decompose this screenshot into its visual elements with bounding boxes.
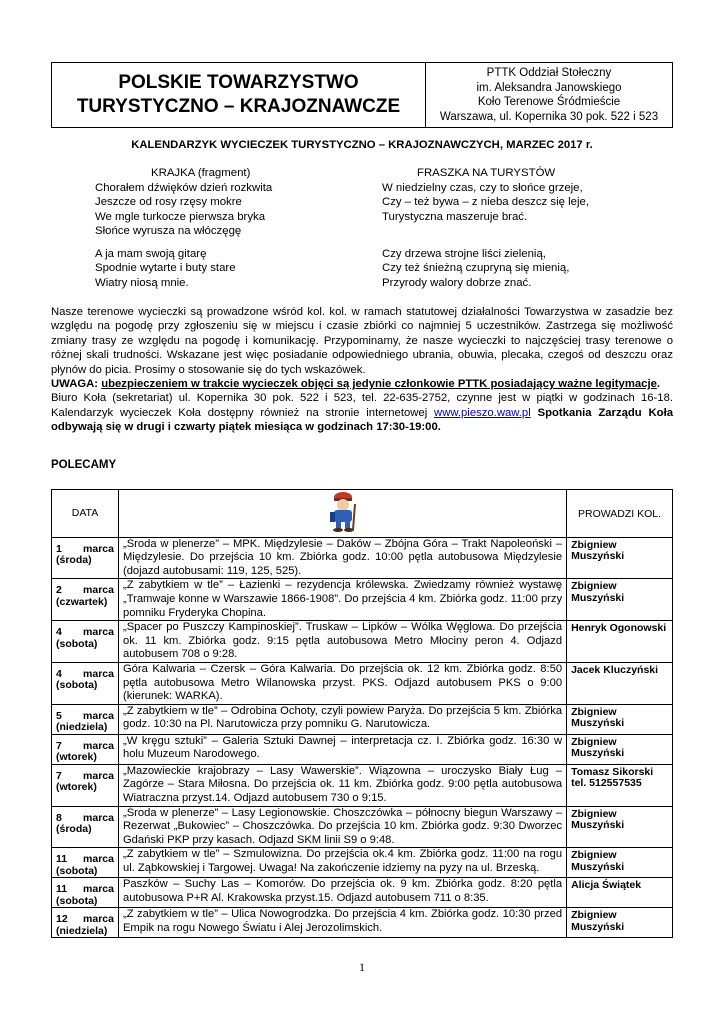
month-name: marca xyxy=(83,667,114,680)
day-number: 12 xyxy=(56,913,68,926)
weekday: (wtorek) xyxy=(56,781,97,794)
poem-line: We mgle turkocze pierwsza bryka xyxy=(95,210,266,223)
poem-left xyxy=(95,166,355,290)
trip-leader: Zbigniew Muszyński xyxy=(567,537,673,579)
branch-line: PTTK Oddział Stołeczny xyxy=(486,67,612,79)
document-title: KALENDARZYK WYCIECZEK TURYSTYCZNO – KRAJOZNAWCZYCH, MARZEC 2017 r. xyxy=(131,139,593,151)
poem-line: Chorałem dźwięków dzień rozkwita xyxy=(95,181,273,194)
day-number: 1 xyxy=(56,542,62,555)
office-text: Biuro Koła (sekretariat) ul. Kopernika 30 pok. 522 i 523, tel. 22-635-2752, czynne jest w piątki w godzinach 16-18. Kalendarzyk wycieczek Koła dostępny również na stronie internetowej xyxy=(51,392,673,419)
trip-description: „Z zabytkiem w tle” – Szmulowizna. Do przejścia ok.4 km. Zbiórka godz. 11:00 na rogu ul. Ząbkowskiej i Targowej. Uwaga! Na zakończenie idziemy na pyzy na ul. Brzeską. xyxy=(118,848,566,878)
warning-text: ubezpieczeniem w trakcie wycieczek objęci są jedynie członkowie PTTK posiadający ważne legitymacje xyxy=(101,378,657,391)
trip-description: „Środa w plenerze” – MPK. Międzylesie – Daków – Zbójna Góra – Trakt Napoleoński – Międzylesie. Do przejścia 10 km. Zbiórka godz. 10:00 pętla autobusowa Międzylesie (dojazd autobusami: 119, 125, 525). xyxy=(118,537,566,579)
table-row xyxy=(52,878,673,908)
branch-address xyxy=(426,63,672,127)
hiker-mascot-icon xyxy=(325,490,361,532)
poem-line: Jeszcze od rosy rzęsy mokre xyxy=(95,196,242,208)
day-number: 4 xyxy=(56,626,62,639)
month-name: marca xyxy=(83,709,114,722)
poem-right xyxy=(382,166,642,290)
month-name: marca xyxy=(83,769,114,782)
branch-line: Koło Terenowe Śródmieście xyxy=(477,96,621,108)
date-cell xyxy=(52,621,119,663)
month-name: marca xyxy=(83,739,114,752)
date-cell xyxy=(52,579,119,621)
poem-line: Wiatry niosą mnie. xyxy=(95,276,189,289)
trip-description: „Z zabytkiem w tle” – Odrobina Ochoty, czyli powiew Paryża. Do przejścia 5 km. Zbiórka godz. 10:30 na Pl. Narutowicza przy pomniku G. Narutowicza. xyxy=(118,704,566,734)
date-cell xyxy=(52,908,119,938)
board-meeting-text: Spotkania Zarządu Koła odbywają się w drugi i czwarty piątek miesiąca w godzinach 17:30-19:00. xyxy=(51,406,673,434)
month-name: marca xyxy=(83,542,114,555)
poem-line: Czy też śnieżną czupryną się mienią, xyxy=(382,262,570,274)
date-cell xyxy=(52,537,119,579)
trips-table xyxy=(51,489,673,938)
date-cell xyxy=(52,806,119,848)
weekday: (środa) xyxy=(56,554,92,567)
header-lead: PROWADZI KOL. xyxy=(567,490,673,538)
month-name: marca xyxy=(83,883,114,896)
weekday: (środa) xyxy=(56,823,92,835)
trip-description: Paszków – Suchy Las – Komorów. Do przejścia ok. 9 km. Zbiórka godz. 8:20 pętla autobusowa P+R Al. Krakowska przyst.15. Odjazd autobusem 711 o 8:35. xyxy=(118,878,566,908)
day-number: 8 xyxy=(56,811,62,824)
trip-description: „Z zabytkiem w tle” – Ulica Nowogrodzka. Do przejścia 4 km. Zbiórka godz. 10:30 przed Empik na rogu Nowego Światu i Alej Jerozolimskich. xyxy=(118,908,566,938)
month-name: marca xyxy=(83,853,114,866)
header-box xyxy=(51,62,673,128)
table-header-row xyxy=(52,490,673,538)
month-name: marca xyxy=(83,913,114,926)
poem-line: Spodnie wytarte i buty stare xyxy=(95,262,236,274)
trip-leader: Tomasz Sikorski tel. 512557535 xyxy=(567,764,673,806)
section-title: POLECAMY xyxy=(51,459,117,471)
poem-heading: FRASZKA NA TURYSTÓW xyxy=(417,167,556,179)
org-line-2: TURYSTYCZNO – KRAJOZNAWCZE xyxy=(76,96,401,117)
page-number: 1 xyxy=(359,960,365,974)
table-row xyxy=(52,908,673,938)
trip-leader: Zbigniew Muszyński xyxy=(567,734,673,764)
poem-line: Słońce wyrusza na włóczęgę xyxy=(95,225,242,237)
month-name: marca xyxy=(83,811,114,824)
day-number: 2 xyxy=(56,584,62,597)
weekday: (sobota) xyxy=(56,637,98,650)
trip-leader: Alicja Świątek xyxy=(567,878,673,908)
table-row xyxy=(52,537,673,579)
branch-line: Warszawa, ul. Kopernika 30 pok. 522 i 523 xyxy=(439,110,659,123)
table-row xyxy=(52,848,673,878)
office-paragraph xyxy=(51,391,673,434)
weekday: (sobota) xyxy=(56,864,98,877)
poem-line: Czy – też bywa – z nieba deszcz się leje, xyxy=(382,196,590,208)
poem-heading: KRAJKA (fragment) xyxy=(151,167,251,179)
trip-description: „Spacer po Puszczy Kampinoskiej”. Truskaw – Lipków – Wólka Węglowa. Do przejścia ok. 11 km. Zbiórka godz. 9:15 pętla autobusowa Metro Młociny peron 4. Odjazd autobusem 708 o 9:28. xyxy=(118,621,566,663)
month-name: marca xyxy=(83,626,114,639)
date-cell xyxy=(52,704,119,734)
org-line-1: POLSKIE TOWARZYSTWO xyxy=(118,72,359,93)
day-number: 7 xyxy=(56,739,62,752)
trip-description: Góra Kalwaria – Czersk – Góra Kalwaria. Do przejścia ok. 12 km. Zbiórka godz. 8:50 pętla autobusowa Metro Wilanowska przyst. PKS. Odjazd autobusem PKS o 9:00 (kierunek: WARKA). xyxy=(118,662,566,704)
website-link[interactable]: www.pieszo.waw.pl xyxy=(434,406,531,419)
trip-leader: Zbigniew Muszyński xyxy=(567,848,673,878)
poem-line: W niedzielny czas, czy to słońce grzeje, xyxy=(382,181,583,194)
warning-label: UWAGA: xyxy=(51,378,99,391)
table-row xyxy=(52,579,673,621)
day-number: 11 xyxy=(56,883,68,896)
date-cell xyxy=(52,734,119,764)
header-mascot-cell xyxy=(118,490,566,538)
poem-line: A ja mam swoją gitarę xyxy=(95,247,207,260)
poem-line: Czy drzewa strojne liści zielenią, xyxy=(382,247,546,260)
date-cell xyxy=(52,764,119,806)
day-number: 4 xyxy=(56,667,62,680)
trip-description: „W kręgu sztuki” – Galeria Sztuki Dawnej – interpretacja cz. I. Zbiórka godz. 16:30 w holu Muzeum Narodowego. xyxy=(118,734,566,764)
weekday: (czwartek) xyxy=(56,595,108,608)
table-row xyxy=(52,662,673,704)
day-number: 11 xyxy=(56,853,68,866)
table-row xyxy=(52,764,673,806)
header-date: DATA xyxy=(52,490,119,538)
trip-leader: Henryk Ogonowski xyxy=(567,621,673,663)
trip-leader: Jacek Kluczyński xyxy=(567,662,673,704)
warning-paragraph xyxy=(51,377,673,391)
weekday: (sobota) xyxy=(56,679,98,692)
table-row xyxy=(52,806,673,848)
poem-line: Turystyczna maszeruje brać. xyxy=(382,210,528,223)
trip-description: „Środa w plenerze” – Lasy Legionowskie. Choszczówka – północny biegun Warszawy – Rezerwat „Bukowiec” – Choszczówka. Do przejścia 10 km. Zbiórka godz. 9:30 Dworzec Gdański PKP przy kasach. Odjazd SKM linii S9 o 9:48. xyxy=(118,806,566,848)
warning-end: . xyxy=(656,378,661,391)
info-text xyxy=(51,305,673,435)
date-cell xyxy=(52,878,119,908)
weekday: (niedziela) xyxy=(56,721,108,734)
day-number: 7 xyxy=(56,769,62,782)
trip-leader: Zbigniew Muszyński xyxy=(567,806,673,848)
day-number: 5 xyxy=(56,709,62,722)
weekday: (niedziela) xyxy=(56,924,108,937)
trip-description: „Z zabytkiem w tle” – Łazienki – rezydencja królewska. Zwiedzamy również wystawę „Tramwaje konne w Warszawie 1866-1908”. Do przejścia 4 km. Zbiórka godz. 11:00 przy pomniku Fryderyka Chopina. xyxy=(118,579,566,621)
table-row xyxy=(52,621,673,663)
date-cell xyxy=(52,848,119,878)
poem-line: Przyrody walory dobrze znać. xyxy=(382,276,532,289)
trip-leader: Zbigniew Muszyński xyxy=(567,704,673,734)
date-cell xyxy=(52,662,119,704)
weekday: (sobota) xyxy=(56,894,98,907)
month-name: marca xyxy=(83,584,114,597)
trip-leader: Zbigniew Muszyński xyxy=(567,908,673,938)
table-row xyxy=(52,734,673,764)
table-row xyxy=(52,704,673,734)
trip-description: „Mazowieckie krajobrazy – Lasy Wawerskie”. Wiązowna – uroczysko Biały Ług – Zagórze – Stara Miłosna. Do przejścia ok. 11 km. Zbiórka godz. 9:00 pętla autobusowa Wiatraczna przyst.14. Odjazd autobusem 730 o 9:15. xyxy=(118,764,566,806)
branch-line: im. Aleksandra Janowskiego xyxy=(476,81,622,94)
trip-leader: Zbigniew Muszyński xyxy=(567,579,673,621)
weekday: (wtorek) xyxy=(56,751,97,764)
info-paragraph: Nasze terenowe wycieczki są prowadzone wśród kol. kol. w ramach statutowej działalności Towarzystwa w zasadzie bez względu na pogodę przy zgłoszeniu się w miejscu i czasie zbiórki co najmniej 5 uczestników. Zastrzega się możliwość zmiany trasy ze względu na pogodę i komunikację. Przypominamy, że nasze wycieczki to najczęściej trasy terenowe o różnej skali trudności. Wskazane jest więc posiadanie odpowiedniego ubrania, obuwia, plecaka, czegoś od deszczu oraz płynów do picia. Prosimy o stosowanie się do tych wskazówek. xyxy=(51,306,673,376)
organization-name xyxy=(52,63,426,127)
